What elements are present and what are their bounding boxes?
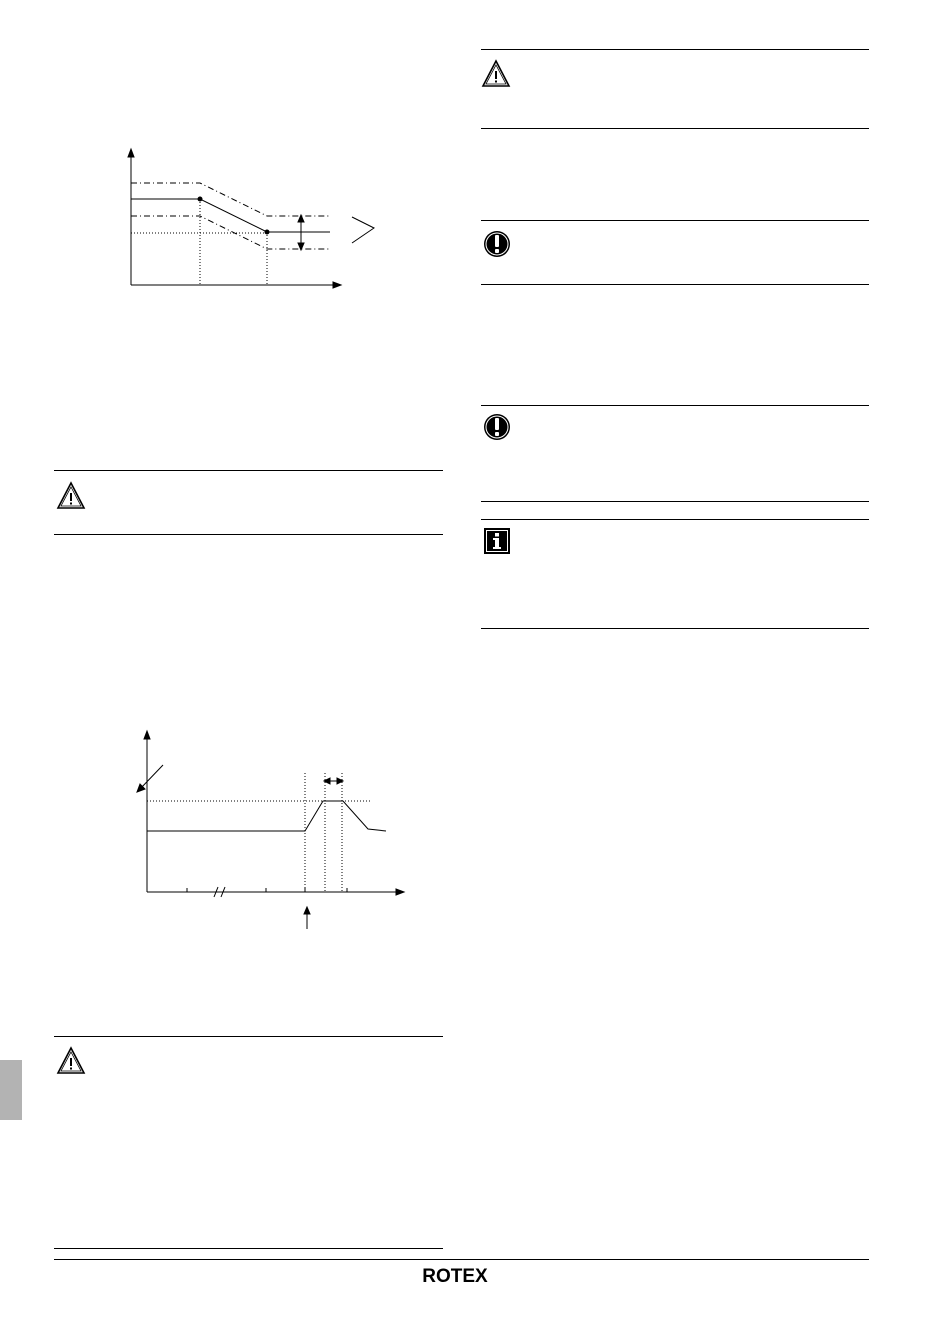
divider [481,128,869,129]
divider [481,284,869,285]
info-icon [482,526,512,556]
temperature-curve [147,801,386,831]
x-axis-arrow [396,889,404,895]
divider [54,534,443,535]
divider [54,1248,443,1249]
warning-triangle-icon [56,481,86,511]
pointer-arrow [140,765,163,789]
divider [54,470,443,471]
divider [481,628,869,629]
warning-triangle-icon [56,1046,86,1076]
exclamation-circle-icon [482,229,512,259]
divider [481,49,869,50]
curve-point-1 [198,197,203,202]
y-axis-arrow [144,731,150,739]
bracket-marker [352,217,374,243]
rotex-logo: ROTEX [422,1266,488,1287]
curve-point-2 [265,230,270,235]
disinfection-graph-figure [128,725,413,935]
divider [54,1036,443,1037]
x-axis-arrow [333,282,341,288]
y-axis-arrow [128,149,134,157]
exclamation-circle-icon [482,412,512,442]
divider [481,519,869,520]
setpoint-curve-figure [120,145,390,295]
section-side-tab [0,1060,22,1120]
warning-triangle-icon [481,59,511,89]
divider [481,220,869,221]
divider [481,501,869,502]
footer-line [54,1259,869,1260]
divider [481,405,869,406]
